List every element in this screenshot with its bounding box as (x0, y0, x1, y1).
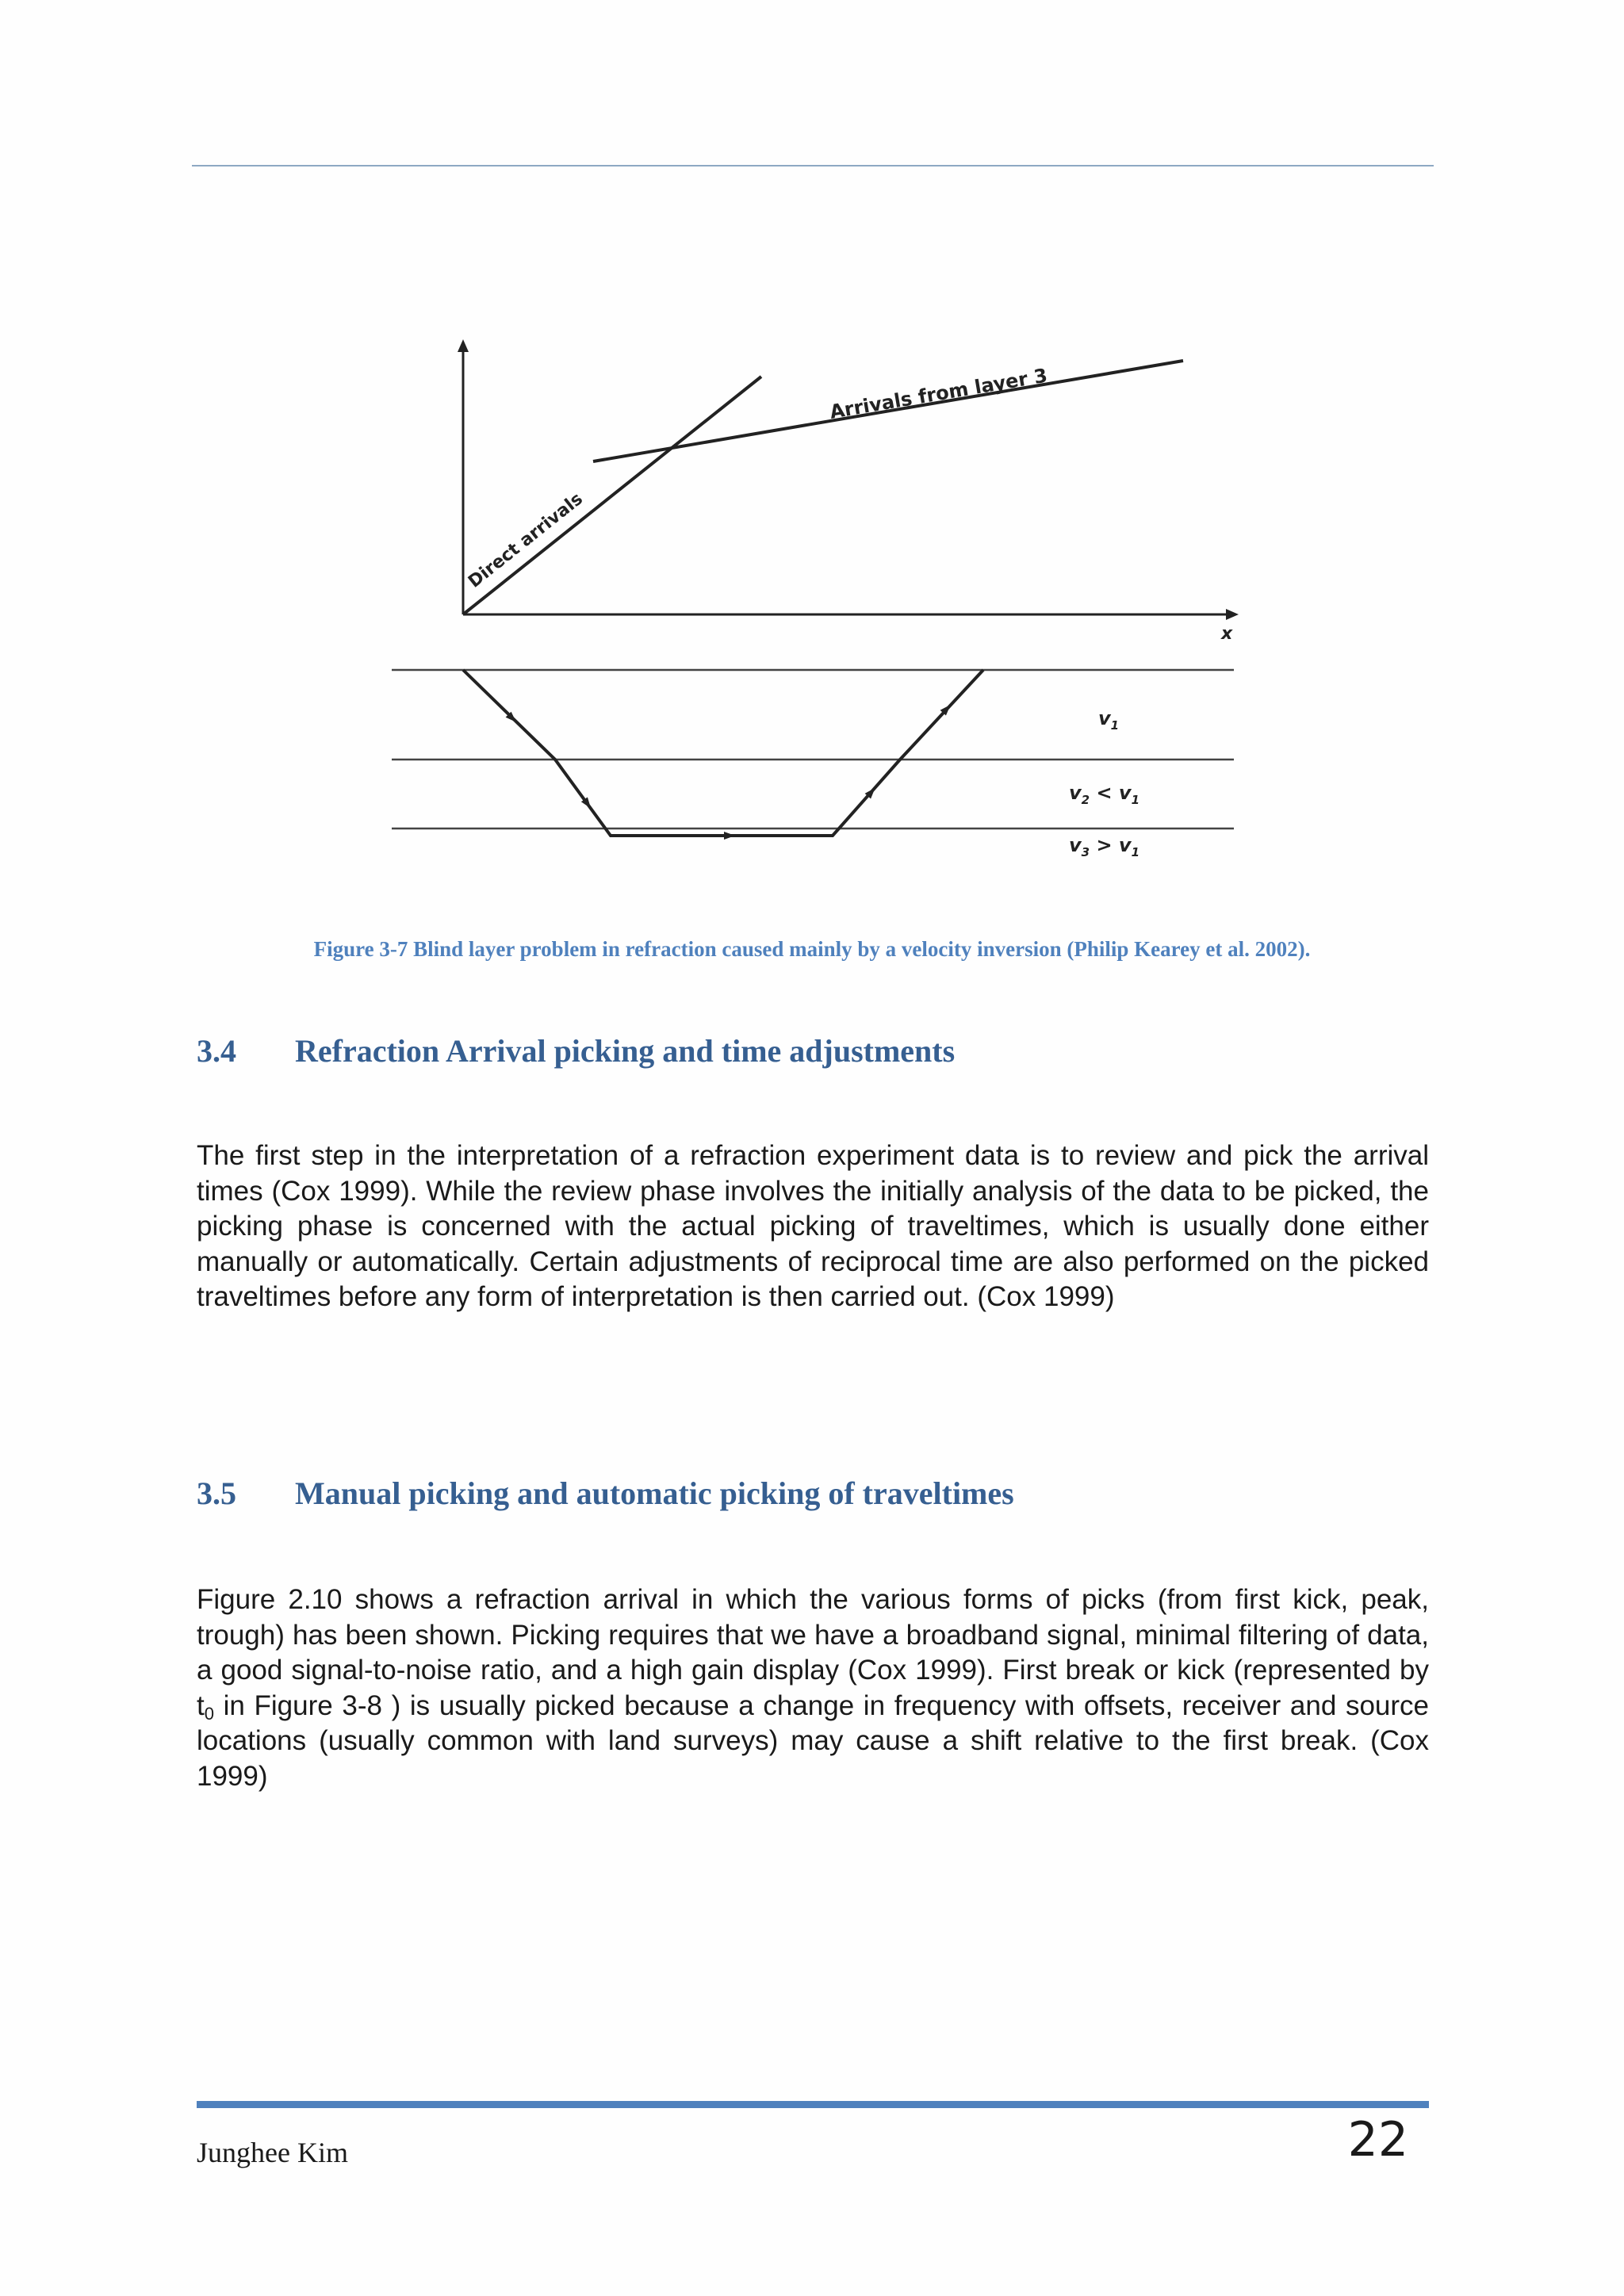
x-axis-label: x (1221, 624, 1233, 644)
paragraph-text-part: Figure 2.10 shows a refraction arrival in which the various forms of picks (from first kick, peak, trough) has been shown. Picking requires that we have a broadband signal, minimal filtering of data, a good signal-to-noise ratio, and a high gain display (Cox 1999). First break or kick (represented by t (197, 1584, 1429, 1721)
section-heading-3-4 (197, 1032, 955, 1070)
v2-label: $v_2 < v_1$ (1069, 782, 1139, 807)
distance-axis-arrow-icon (1226, 609, 1239, 620)
v3-label: $v_3 > v_1$ (1069, 834, 1139, 859)
section-number: 3.4 (197, 1033, 236, 1069)
paragraph-text-part: in Figure 3-8 ) is usually picked because a change in frequency with offsets, receiver and source locations (usually common with land surveys) may cause a shift relative to the first break. (Cox 1999) (197, 1689, 1429, 1792)
section-heading-3-5 (197, 1475, 1014, 1512)
ray-path (463, 670, 983, 836)
footer-rule (197, 2101, 1429, 2108)
blind-layer-figure (381, 333, 1253, 888)
section-title: Refraction Arrival picking and time adjustments (295, 1033, 956, 1069)
paragraph-3-4: The first step in the interpretation of a refraction experiment data is to review and pick the arrival times (Cox 1999). While the review phase involves the initially analysis of the data to be picked, the picking phase is concerned with the actual picking of traveltimes, which is usually done either manually or automatically. Certain adjustments of reciprocal time are also performed on the picked traveltimes before any form of interpretation is then carried out. (Cox 1999) (197, 1140, 1429, 1312)
section-title: Manual picking and automatic picking of traveltimes (295, 1475, 1014, 1511)
direct-arrivals-line (463, 377, 761, 614)
page-number: 22 (1347, 2112, 1408, 2168)
footer-author: Junghee Kim (197, 2137, 348, 2168)
arrivals-layer3-label: Arrivals from layer 3 (828, 364, 1049, 423)
header-rule (192, 165, 1434, 166)
time-axis-arrow-icon (458, 339, 469, 352)
v1-label: $v_1$ (1098, 707, 1120, 733)
figure-caption: Figure 3-7 Blind layer problem in refraction caused mainly by a velocity inversion (Philip Kearey et al. 2002). (313, 937, 1311, 961)
direct-arrivals-label: Direct arrivals (465, 488, 587, 592)
section-number: 3.5 (197, 1475, 236, 1511)
paragraph-3-5 (197, 1582, 1429, 1794)
subscript-zero: 0 (204, 1703, 214, 1724)
